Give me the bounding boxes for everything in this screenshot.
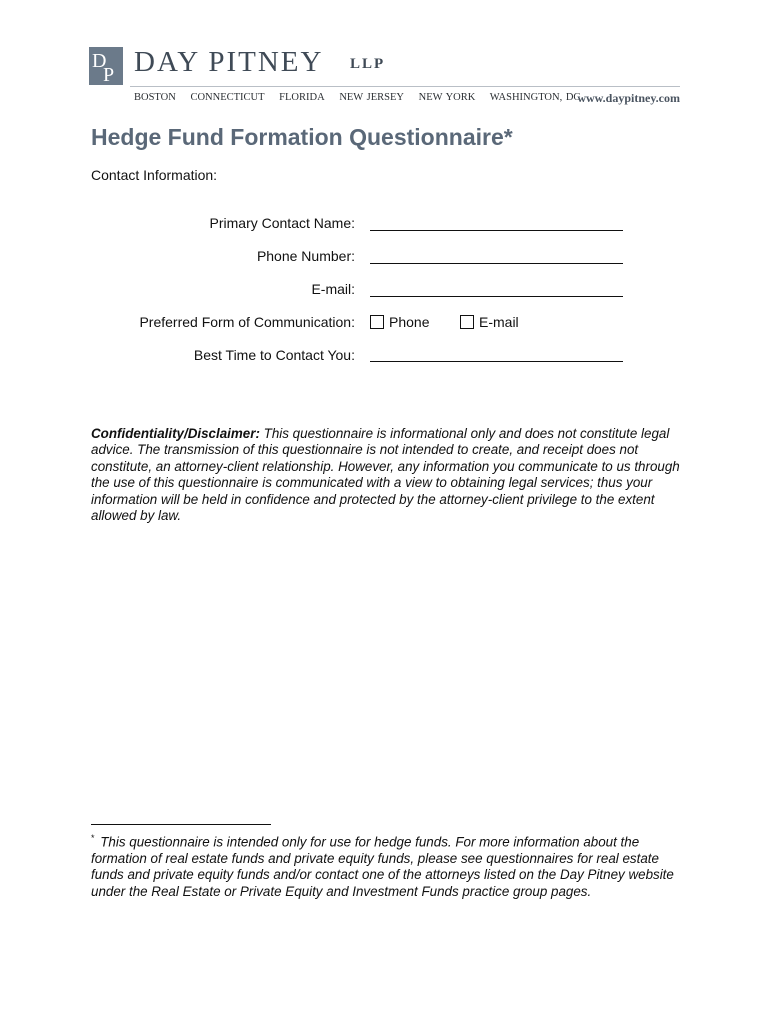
primary-contact-label: Primary Contact Name: xyxy=(209,215,355,231)
preferred-communication-label: Preferred Form of Communication: xyxy=(139,314,355,330)
page-title: Hedge Fund Formation Questionnaire* xyxy=(91,124,513,150)
phone-underline xyxy=(370,263,623,264)
phone-option-label: Phone xyxy=(389,314,430,330)
best-time-label: Best Time to Contact You: xyxy=(193,347,355,363)
primary-contact-underline xyxy=(370,230,623,231)
email-underline xyxy=(370,296,623,297)
email-label: E-mail: xyxy=(311,281,355,297)
office-new-jersey: NEW JERSEY xyxy=(339,92,404,103)
phone-checkbox[interactable] xyxy=(370,315,384,329)
office-connecticut: CONNECTICUT xyxy=(190,92,265,103)
office-new-york: NEW YORK xyxy=(418,92,476,103)
disclaimer-heading: Confidentiality/Disclaimer: xyxy=(91,426,260,441)
office-boston: BOSTON xyxy=(134,92,176,103)
disclaimer-text: This questionnaire is informational only and does not constitute legal advice. The transmission of this questionnaire is not intended to create, and receipt does not constitute, an attorney-client relationship. However, any information you communicate to us through the use of this questionnaire is communicated with a view to obtaining legal services; thus your information will be held in confidence and protected by the attorney-client privilege to the extent allowed by law. xyxy=(91,426,680,524)
header-divider xyxy=(130,86,680,87)
firm-suffix: LLP xyxy=(350,56,386,72)
disclaimer-paragraph xyxy=(91,426,681,524)
phone-label: Phone Number: xyxy=(256,248,355,264)
office-list xyxy=(134,92,591,103)
dp-monogram-icon xyxy=(89,47,123,85)
contact-section-label: Contact Information: xyxy=(91,167,218,183)
office-florida: FLORIDA xyxy=(279,92,325,103)
primary-contact-field[interactable] xyxy=(370,212,623,230)
footnote-text: This questionnaire is intended only for use for hedge funds. For more information about the formation of real estate funds and private equity funds, please see questionnaires for real estate funds and private equity funds and/or contact one of the attorneys listed on the Day Pitney website under the Real Estate or Private Equity and Investment Funds practice group pages. xyxy=(91,834,674,899)
phone-field[interactable] xyxy=(370,245,623,263)
website-link[interactable]: www.daypitney.com xyxy=(577,91,680,105)
footnote xyxy=(91,830,691,900)
email-option-label: E-mail xyxy=(479,314,519,330)
best-time-field[interactable] xyxy=(370,344,623,362)
footnote-marker: * xyxy=(91,833,95,843)
best-time-underline xyxy=(370,361,623,362)
email-field[interactable] xyxy=(370,278,623,296)
footnote-divider xyxy=(91,824,271,825)
firm-name: DAY PITNEY xyxy=(134,46,324,78)
office-washington-dc: WASHINGTON, DC xyxy=(489,92,581,103)
email-checkbox[interactable] xyxy=(460,315,474,329)
svg-text:P: P xyxy=(103,64,115,85)
svg-text:D: D xyxy=(92,50,107,72)
